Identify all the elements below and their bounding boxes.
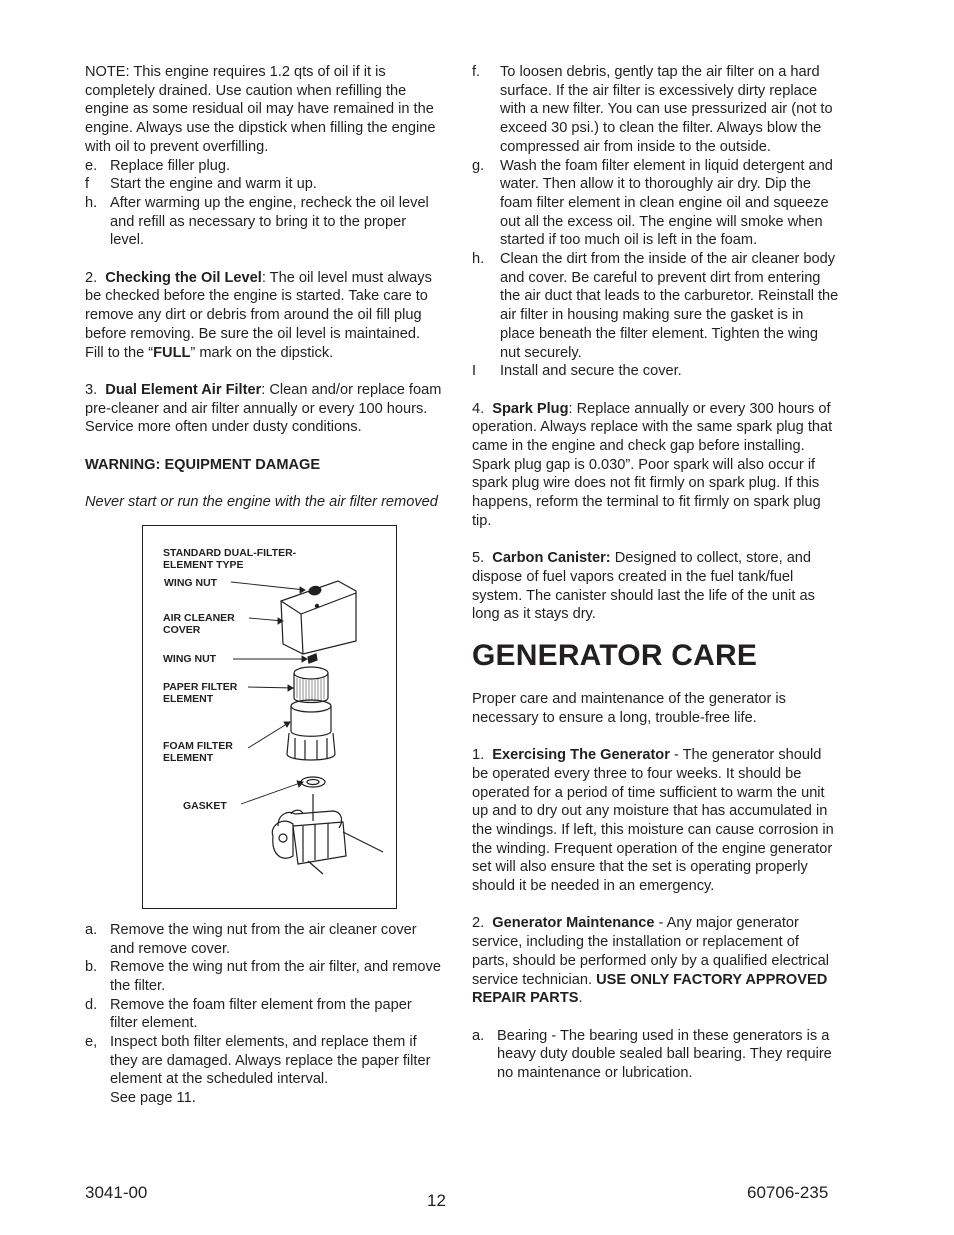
list-item: [472, 63, 839, 157]
list-text: Clean the dirt from the inside of the air cleaner body and cover. Be careful to prevent dirt from entering the air duct that leads to the carburetor. Reinstall the air filter in housing making sure the gasket is in place beneath the filter element. Tighten the wing nut securely.: [500, 251, 839, 361]
footer-part-number: 60706-235: [747, 1183, 829, 1202]
list-item: [85, 175, 442, 194]
left-column: [85, 63, 442, 1108]
figure-label-air-cleaner-cover: AIR CLEANER COVER: [163, 611, 235, 636]
list-text: To loosen debris, gently tap the air filter on a hard surface. If the air filter is excessively dirty replace with a new filter. You can use pressurized air (not to exceed 30 psi.) to clean the filter. Always blow the compressed air from inside to the outside.: [500, 64, 833, 155]
section-title: Checking the Oil Level: [105, 269, 262, 286]
list-label: b.: [85, 959, 98, 976]
section-spark-plug: 4. Spark Plug: Replace annually or every 300 hours of operation. Always replace with the same spark plug that came in the engine and check gap before installing. Spark plug gap is 0.030”. Poor spark will also occur if spark plug wire does not fit firmly on spark plug. If this happens, reform the terminal to fit firmly on spark plug tip.: [472, 400, 833, 529]
list-item: [85, 157, 442, 176]
section-generator-maintenance: 2. Generator Maintenance - Any major generator service, including the installation or replacement of parts, should be performed only by a qualified electrical service technician. USE ONLY FACTORY APPROVED REPAIR PARTS.: [472, 915, 829, 1007]
list-item: [85, 194, 442, 250]
figure-label-foam-filter: FOAM FILTER ELEMENT: [163, 739, 233, 764]
list-label: f: [85, 176, 90, 193]
figure-label-wing-nut: WING NUT: [164, 576, 218, 589]
list-text: Start the engine and warm it up.: [110, 176, 317, 193]
oil-note: NOTE: This engine requires 1.2 qts of oil if it is completely drained. Use caution when refilling the engine as some residual oil may have remained in the engine. Always use the dipstick when filling the engine with oil to prevent overfilling.: [85, 64, 436, 155]
figure-label-wing-nut-2: WING NUT: [163, 652, 217, 665]
right-column: [472, 63, 839, 1083]
list-label: e.: [85, 157, 98, 174]
generator-intro: Proper care and maintenance of the generator is necessary to ensure a long, trouble-free life.: [472, 691, 786, 726]
list-item: [472, 250, 839, 362]
list-label: I: [472, 363, 477, 380]
warning-heading: WARNING: EQUIPMENT DAMAGE: [85, 456, 321, 473]
list-label: h.: [85, 194, 98, 211]
list-label: h.: [472, 251, 485, 268]
list-text: After warming up the engine, recheck the oil level and refill as necessary to bring it to the proper level.: [110, 194, 429, 249]
list-item: [472, 157, 839, 251]
figure-label-gasket: GASKET: [183, 799, 227, 812]
figure-title: STANDARD DUAL-FILTER-ELEMENT TYPE: [163, 546, 297, 571]
list-label: d.: [85, 996, 98, 1013]
warning-text: Never start or run the engine with the air filter removed: [85, 494, 438, 511]
list-item: [85, 958, 442, 995]
page-number: 12: [427, 1191, 446, 1210]
list-item: [85, 1033, 442, 1089]
list-text: Bearing - The bearing used in these generators is a heavy duty double sealed ball bearing. They require no maintenance or lubrication.: [497, 1027, 832, 1082]
list-text: Wash the foam filter element in liquid detergent and water. Then allow it to thoroughly air dry. Dip the foam filter element in clean engine oil and squeeze out all the excess oil. The engine will smoke when started if too much oil is left in the foam.: [500, 157, 833, 249]
list-label: e,: [85, 1034, 98, 1051]
section-air-filter: 3. Dual Element Air Filter: Clean and/or replace foam pre-cleaner and air filter annually or every 100 hours. Service more often under dusty conditions.: [85, 381, 442, 436]
list-text: Remove the wing nut from the air filter, and remove the filter.: [110, 959, 441, 994]
list-text: Install and secure the cover.: [500, 363, 682, 380]
list-item: [85, 996, 442, 1033]
list-item: [472, 1027, 839, 1083]
section-title: Carbon Canister:: [492, 550, 611, 567]
see-page-reference: See page 11.: [110, 1090, 196, 1107]
list-text: Replace filler plug.: [110, 157, 231, 174]
footer-doc-number: 3041-00: [85, 1183, 148, 1202]
section-exercising: 1. Exercising The Generator - The generator should be operated every three to four weeks. It should be operated for a period of time sufficient to warm the unit up and to dry out any moisture that has accumulated in the windings. If left, this moisture can cause corrosion in the winding. Frequent operation of the engine generator set will also ensure that the set is operating properly should it be needed in an emergency.: [472, 747, 834, 895]
section-title: Dual Element Air Filter: [105, 381, 262, 398]
section-title: Spark Plug: [492, 400, 569, 417]
list-item: [472, 362, 839, 381]
list-label: g.: [472, 157, 485, 174]
list-label: f.: [472, 64, 481, 80]
figure-label-paper-filter: PAPER FILTER ELEMENT: [163, 680, 238, 705]
section-checking-oil: 2. Checking the Oil Level: The oil level must always be checked before the engine is started. Take care to remove any dirt or debris from around the oil fill plug before removing. Be sure the oil level is maintained. Fill to the “FULL” mark on the dipstick.: [85, 269, 432, 361]
list-text: Inspect both filter elements, and replace them if they are damaged. Always replace the paper filter element at the scheduled interval.: [110, 1034, 431, 1088]
list-item: [85, 921, 442, 958]
section-title: Generator Maintenance: [492, 915, 655, 932]
list-label: a.: [472, 1027, 485, 1044]
section-carbon-canister: 5. Carbon Canister: Designed to collect, store, and dispose of fuel vapors created in the fuel tank/fuel system. The canister should last the life of the unit as long as it stays dry.: [472, 550, 815, 623]
list-text: Remove the wing nut from the air cleaner cover and remove cover.: [110, 921, 417, 957]
generator-care-heading: GENERATOR CARE: [472, 639, 758, 673]
section-title: Exercising The Generator: [492, 747, 670, 764]
list-text: Remove the foam filter element from the paper filter element.: [110, 996, 412, 1032]
list-label: a.: [85, 921, 98, 938]
air-filter-diagram: [142, 525, 397, 909]
